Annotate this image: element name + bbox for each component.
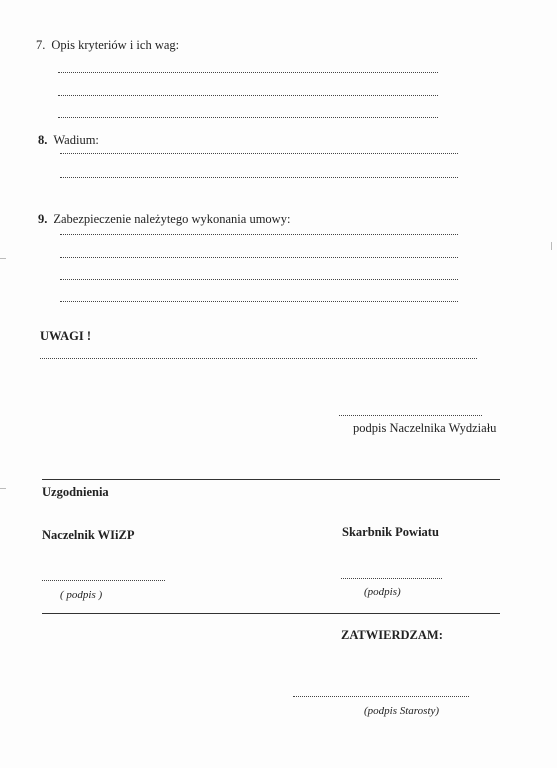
head-signature-line: [339, 415, 482, 416]
section-9-label: Zabezpieczenie należytego wykonania umowy:: [53, 212, 291, 226]
section-9-heading: [38, 212, 290, 227]
section-8-number: 8.: [38, 133, 48, 147]
left-signature-label: ( podpis ): [60, 589, 103, 601]
section-9-number: 9.: [38, 212, 48, 226]
agreements-title: Uzgodnienia: [42, 485, 109, 499]
approval-title: ZATWIERDZAM:: [341, 628, 443, 642]
section-9-fill-line-4: [60, 301, 458, 302]
section-8-fill-line-2: [60, 177, 458, 178]
left-signature-line: [42, 580, 165, 581]
section-7-fill-line-1: [58, 72, 438, 73]
section-8-label: Wadium:: [53, 133, 99, 147]
section-7-label: Opis kryteriów i ich wag:: [51, 38, 180, 52]
head-signature-label: podpis Naczelnika Wydziału: [353, 421, 497, 435]
section-7-heading: [36, 38, 179, 53]
right-signatory-role: Skarbnik Powiatu: [342, 525, 439, 539]
left-signatory-role: Naczelnik WIiZP: [42, 528, 135, 542]
starosta-signature-line: [293, 696, 469, 697]
scan-mark-left-lower: [0, 488, 6, 489]
right-signature-line: [341, 578, 442, 579]
scan-mark-right: [551, 242, 552, 250]
section-7-number: 7.: [36, 38, 46, 52]
section-8-heading: [38, 133, 99, 148]
starosta-signature-label: (podpis Starosty): [364, 705, 440, 717]
section-8-fill-line-1: [60, 153, 458, 154]
agreements-top-rule: [42, 479, 500, 480]
right-signature-label: (podpis): [364, 586, 401, 598]
section-9-fill-line-2: [60, 257, 458, 258]
scan-mark-left: [0, 258, 6, 259]
section-9-fill-line-1: [60, 234, 458, 235]
section-9-fill-line-3: [60, 279, 458, 280]
remarks-title: UWAGI !: [40, 329, 92, 343]
section-7-fill-line-2: [58, 95, 438, 96]
approval-top-rule: [42, 613, 500, 614]
remarks-fill-line: [40, 358, 477, 359]
section-7-fill-line-3: [58, 117, 438, 118]
